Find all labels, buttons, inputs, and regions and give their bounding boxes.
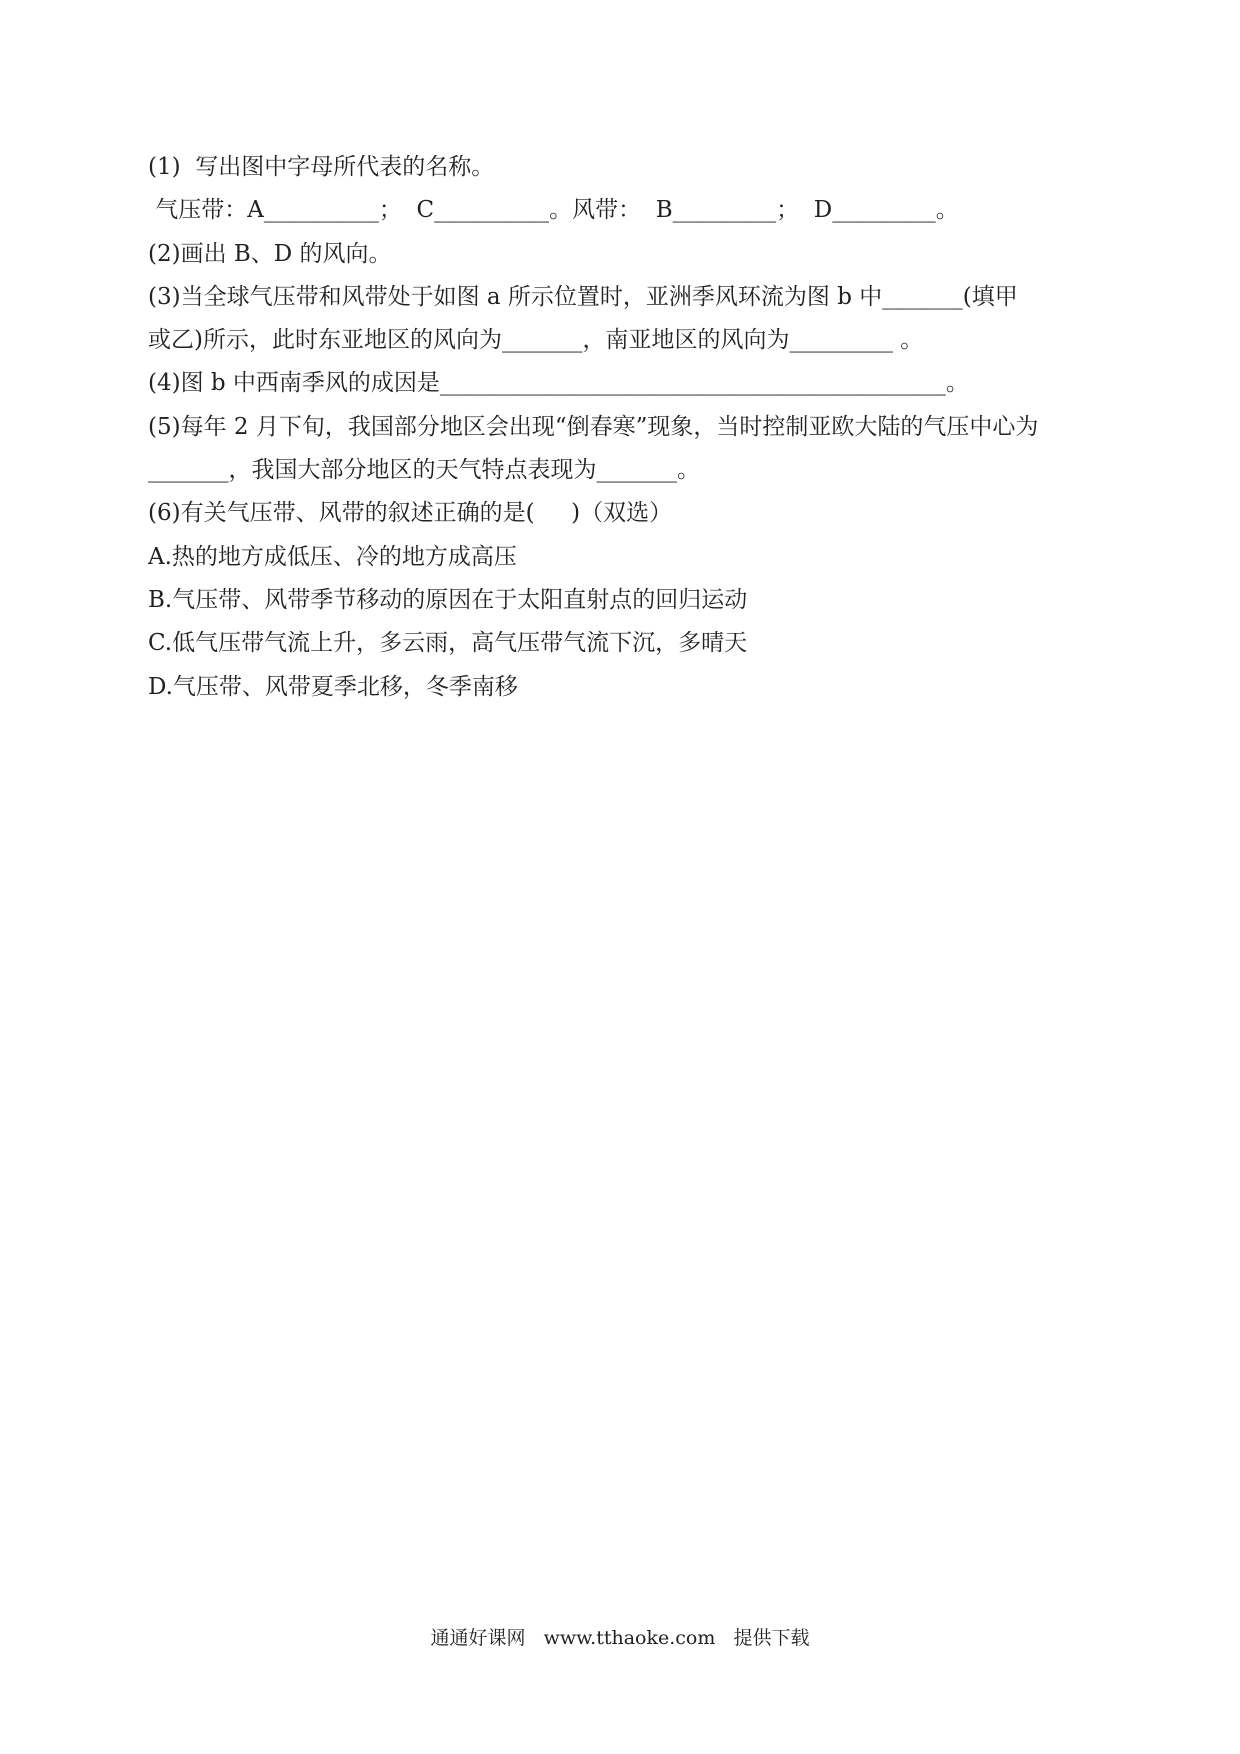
option-a: A.热的地方成低压、冷的地方成高压 [148, 544, 517, 570]
question-5-line-2: _______，我国大部分地区的天气特点表现为_______。 [148, 457, 700, 483]
option-d: D.气压带、风带夏季北移，冬季南移 [148, 674, 518, 700]
question-1-blanks: 气压带：A__________； C__________。风带： B_________； D_________。 [148, 197, 959, 223]
footer-credit: 通通好课网 www.tthaoke.com 提供下载 [430, 1627, 810, 1649]
question-1-title: (1) 写出图中字母所代表的名称。 [148, 154, 495, 180]
question-3-line-1: (3)当全球气压带和风带处于如图 a 所示位置时，亚洲季风环流为图 b 中_______(填甲 [148, 284, 1018, 310]
option-c: C.低气压带气流上升，多云雨，高气压带气流下沉，多晴天 [148, 630, 748, 656]
question-5-line-1: (5)每年 2 月下旬，我国部分地区会出现“倒春寒”现象，当时控制亚欧大陆的气压中心为 [148, 414, 1039, 440]
question-4: (4)图 b 中西南季风的成因是____________________________________________。 [148, 370, 969, 396]
question-3-line-2: 或乙)所示，此时东亚地区的风向为_______，南亚地区的风向为_________ 。 [148, 327, 924, 353]
option-b: B.气压带、风带季节移动的原因在于太阳直射点的回归运动 [148, 587, 748, 613]
question-2: (2)画出 B、D 的风向。 [148, 241, 392, 267]
question-6-stem: (6)有关气压带、风带的叙述正确的是( )（双选） [148, 500, 673, 526]
